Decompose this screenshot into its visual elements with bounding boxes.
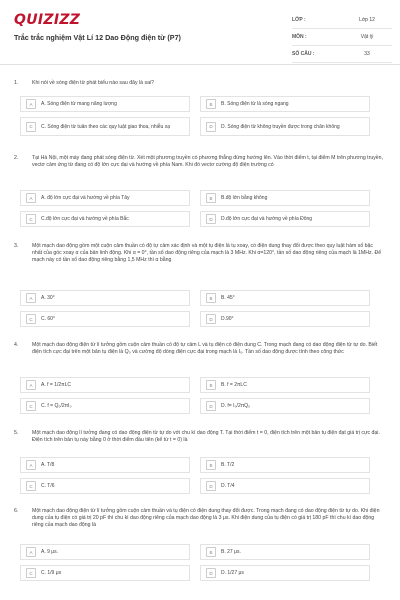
option-a[interactable] [20, 457, 190, 473]
option-b[interactable] [200, 377, 370, 393]
quizizz-logo: QUIZIZZ [14, 12, 81, 28]
meta-key: LỚP : [292, 17, 306, 23]
option-letter-badge: B [206, 293, 216, 303]
option-letter-badge: A [26, 380, 36, 390]
option-text: A. 30° [41, 295, 55, 301]
option-text: B. f = 2πLC [221, 382, 247, 388]
document-header [0, 0, 400, 65]
option-text: B. 45° [221, 295, 235, 301]
option-d[interactable] [200, 311, 370, 327]
option-letter-badge: C [26, 568, 36, 578]
meta-value: 33 [364, 51, 370, 57]
option-letter-badge: C [26, 122, 36, 132]
question-number: 3. [14, 243, 19, 249]
option-d[interactable] [200, 211, 370, 227]
option-letter-badge: B [206, 460, 216, 470]
option-text: D. 1/27 μs [221, 570, 244, 576]
option-letter-badge: D [206, 314, 216, 324]
option-d[interactable] [200, 117, 370, 136]
option-letter-badge: A [26, 547, 36, 557]
option-text: A. T/8 [41, 462, 55, 468]
option-b[interactable] [200, 544, 370, 560]
option-text: B.độ lớn bằng không [221, 195, 268, 201]
meta-row-count [292, 46, 392, 63]
question-text: Một mạch dao động lí tưởng đang có dao động điện từ tự do với chu kì dao động T. Tại thời điểm t = 0, điện tích trên một bản tụ điện đạt giá trị cực đại. Điện tích trên bản tụ này bằng 0 ở thời điểm đầu tiên (kể từ t = 0) là [32, 430, 380, 443]
option-text: C. T/6 [41, 483, 55, 489]
option-d[interactable] [200, 398, 370, 414]
option-text: C.độ lớn cực đại và hướng về phía Bắc [41, 216, 129, 222]
question-text: Tại Hà Nội, một máy đang phát sóng điện từ. Xét một phương truyền có phương thẳng đứng hướng lên. Vào thời điểm t, tại điểm M trên phương truyền, vectơ cảm ứng từ đang có độ lớn cực đại và hướng về phía Nam. Khi đó vectơ cường độ điện trường có [32, 155, 384, 168]
meta-value: Lớp 12 [359, 17, 375, 23]
option-letter-badge: C [26, 481, 36, 491]
option-text: D. f= I₀/2πQ₀ [221, 403, 251, 409]
page-title: Trắc trắc nghiệm Vật Lí 12 Dao Động điện từ (P7) [14, 33, 181, 42]
option-text: A. 9 μs. [41, 549, 59, 555]
option-text: B. Sóng điện từ là sóng ngang [221, 101, 289, 107]
option-c[interactable] [20, 211, 190, 227]
meta-row-class [292, 12, 392, 29]
option-letter-badge: D [206, 568, 216, 578]
option-text: A. Sóng điện từ mang năng lượng [41, 101, 117, 107]
option-letter-badge: D [206, 481, 216, 491]
option-letter-badge: B [206, 380, 216, 390]
option-c[interactable] [20, 478, 190, 494]
option-letter-badge: C [26, 214, 36, 224]
option-text: A. độ lớn cực đại và hướng về phía Tây [41, 195, 130, 201]
option-a[interactable] [20, 290, 190, 306]
option-b[interactable] [200, 96, 370, 112]
option-letter-badge: D [206, 214, 216, 224]
option-letter-badge: D [206, 401, 216, 411]
option-letter-badge: B [206, 547, 216, 557]
option-letter-badge: A [26, 193, 36, 203]
meta-value: Vật lý [360, 34, 374, 40]
question-number: 2. [14, 155, 19, 161]
option-text: D. T/4 [221, 483, 235, 489]
question-text: Một mạch dao động điện từ lí tưởng gồm cuộn cảm thuần có độ tự cảm L và tụ điện có điện dung C. Trong mạch đang có dao động điện từ tự do. Biết điện tích cực đại trên một bản tụ điện là Q₀ và cường độ dòng điện cực đại trong mạch là I₀. Tần số dao động được tính theo công thức [32, 342, 378, 355]
option-c[interactable] [20, 117, 190, 136]
option-letter-badge: B [206, 193, 216, 203]
meta-key: MÔN : [292, 34, 307, 40]
option-letter-badge: D [206, 122, 216, 132]
option-a[interactable] [20, 190, 190, 206]
question-text: Một mạch dao động điện từ lí tưởng gồm cuộn cảm thuần và tụ điện có điện dung thay đổi được. Trong mạch đang có dao động điện từ tự do. Khi điện dung của tụ điện có giá trị 20 pF thì chu kì dao động riêng của mạch dao động là 3 μs. Khi điện dung của tụ điện có giá trị 180 pF thì chu kì dao động riêng của mạch dao động là [32, 508, 380, 528]
option-letter-badge: C [26, 314, 36, 324]
option-text: C. 1/9 μs [41, 570, 62, 576]
option-d[interactable] [200, 565, 370, 581]
question-number: 1. [14, 80, 19, 86]
option-c[interactable] [20, 398, 190, 414]
option-a[interactable] [20, 96, 190, 112]
option-letter-badge: C [26, 401, 36, 411]
option-letter-badge: A [26, 99, 36, 109]
option-b[interactable] [200, 190, 370, 206]
option-b[interactable] [200, 457, 370, 473]
option-a[interactable] [20, 544, 190, 560]
option-text: B. T/2 [221, 462, 235, 468]
option-text: B. 27 μs. [221, 549, 241, 555]
option-c[interactable] [20, 311, 190, 327]
option-text: A. f = 1/2πLC [41, 382, 71, 388]
option-c[interactable] [20, 565, 190, 581]
question-text: Khi nói về sóng điện từ phát biểu nào sau đây là sai? [32, 80, 155, 86]
option-d[interactable] [200, 478, 370, 494]
option-text: C. Sóng điện từ tuân theo các quy luật giao thoa, nhiễu xạ [41, 123, 170, 130]
meta-row-subject [292, 29, 392, 46]
option-text: C. 60° [41, 316, 55, 322]
option-letter-badge: A [26, 293, 36, 303]
option-text: D.90° [221, 316, 234, 322]
option-a[interactable] [20, 377, 190, 393]
option-text: C. f = Q₀/2πI₀ [41, 403, 72, 409]
question-number: 5. [14, 430, 19, 436]
question-text: Một mạch dao động gồm một cuộn cảm thuần có độ tự cảm xác định và một tụ điện là tụ xoay, có điện dung thay đổi được theo quy luật hàm số bậc nhất của góc xoay α của bản linh động. Khi α = 0°, tần số dao động riêng của mạch là 3 MHz. Khi α=120°, tần số dao động riêng của mạch là 1MHz. Để mạch này có tần số dao động riêng bằng 1,5 MHz thì α bằng [32, 243, 382, 263]
option-text: D. Sóng điện từ không truyền được trong chân không [221, 123, 340, 130]
option-letter-badge: A [26, 460, 36, 470]
question-number: 6. [14, 508, 19, 514]
option-b[interactable] [200, 290, 370, 306]
option-letter-badge: B [206, 99, 216, 109]
meta-table [292, 12, 392, 63]
question-number: 4. [14, 342, 19, 348]
option-text: D.độ lớn cực đại và hướng về phía Đông [221, 216, 313, 222]
meta-key: SỐ CÂU : [292, 51, 315, 57]
